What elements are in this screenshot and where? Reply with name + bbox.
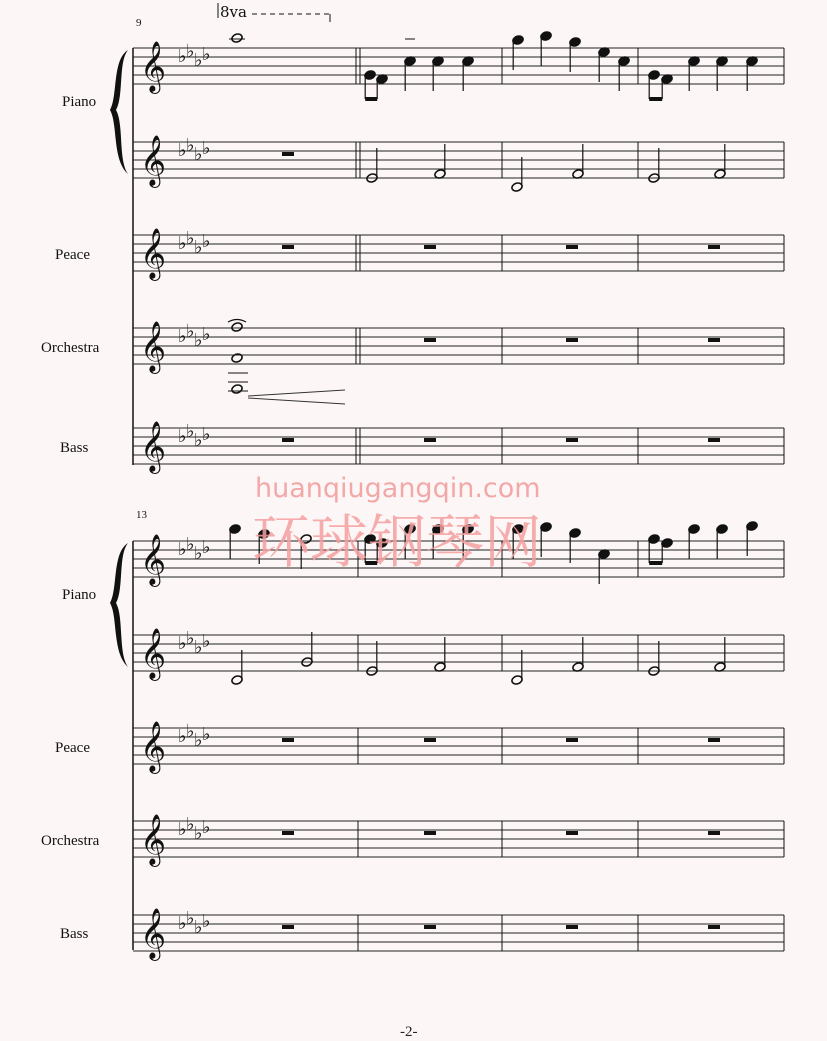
- staff-label-bass: Bass: [60, 440, 89, 456]
- piano-brace: [110, 543, 128, 667]
- whole-rest: [282, 152, 294, 156]
- flat-icon: ♭: [186, 421, 195, 442]
- whole-rest: [424, 738, 436, 742]
- flat-icon: ♭: [194, 50, 203, 71]
- staff: [133, 721, 784, 774]
- staff-label-peace: Peace: [55, 247, 90, 263]
- flat-icon: ♭: [202, 817, 211, 838]
- whole-rest: [708, 438, 720, 442]
- whole-rest: [566, 925, 578, 929]
- whole-rest: [424, 438, 436, 442]
- whole-rest: [566, 831, 578, 835]
- flat-icon: ♭: [186, 321, 195, 342]
- staff: [133, 228, 784, 281]
- staff-label-orchestra: Orchestra: [41, 340, 100, 356]
- flat-icon: ♭: [178, 46, 187, 67]
- ottava-label: 8va: [220, 3, 247, 21]
- flat-icon: ♭: [178, 233, 187, 254]
- staff-label-peace: Peace: [55, 740, 90, 756]
- flat-icon: ♭: [178, 633, 187, 654]
- flat-icon: ♭: [178, 819, 187, 840]
- flat-icon: ♭: [178, 326, 187, 347]
- staff-label-piano: Piano: [62, 587, 97, 603]
- flat-icon: ♭: [194, 543, 203, 564]
- flat-icon: ♭: [186, 534, 195, 555]
- flat-icon: ♭: [194, 917, 203, 938]
- treble-clef-icon: 𝄞: [140, 135, 167, 186]
- flat-icon: ♭: [202, 424, 211, 445]
- measure-number: 13: [136, 509, 147, 521]
- flat-icon: ♭: [202, 724, 211, 745]
- flat-icon: ♭: [186, 228, 195, 249]
- whole-rest: [424, 245, 436, 249]
- watermark-chinese: 环球钢琴网: [252, 508, 543, 576]
- flat-icon: ♭: [202, 324, 211, 345]
- flat-icon: ♭: [186, 41, 195, 62]
- whole-rest: [566, 738, 578, 742]
- flat-icon: ♭: [202, 231, 211, 252]
- flat-icon: ♭: [178, 426, 187, 447]
- flat-icon: ♭: [194, 330, 203, 351]
- staff-label-orchestra: Orchestra: [41, 833, 100, 849]
- whole-rest: [282, 925, 294, 929]
- measure-number: 9: [136, 17, 142, 29]
- treble-clef-icon: 𝄞: [140, 321, 167, 372]
- treble-clef-icon: 𝄞: [140, 908, 167, 959]
- flat-icon: ♭: [202, 911, 211, 932]
- system-1: [41, 3, 784, 474]
- notehead: [231, 33, 243, 44]
- whole-rest: [424, 831, 436, 835]
- whole-rest: [708, 738, 720, 742]
- flat-icon: ♭: [202, 631, 211, 652]
- staff: [133, 135, 784, 188]
- whole-rest: [282, 245, 294, 249]
- whole-rest: [424, 338, 436, 342]
- flat-icon: ♭: [178, 539, 187, 560]
- staff: [133, 421, 784, 474]
- whole-rest: [424, 925, 436, 929]
- treble-clef-icon: 𝄞: [140, 721, 167, 772]
- notehead: [231, 353, 243, 364]
- piano-brace: [110, 50, 128, 174]
- treble-clef-icon: 𝄞: [140, 534, 167, 585]
- crescendo-hairpin: [248, 390, 345, 396]
- ottava-marking: [218, 3, 330, 22]
- staff: [133, 41, 784, 94]
- treble-clef-icon: 𝄞: [140, 421, 167, 472]
- tie: [228, 320, 246, 323]
- staff: [133, 908, 784, 961]
- watermark: [252, 473, 542, 576]
- treble-clef-icon: 𝄞: [140, 814, 167, 865]
- whole-rest: [708, 245, 720, 249]
- staff: [133, 628, 784, 681]
- flat-icon: ♭: [186, 721, 195, 742]
- whole-rest: [708, 338, 720, 342]
- notehead: [231, 322, 243, 333]
- flat-icon: ♭: [178, 726, 187, 747]
- staff: [133, 321, 784, 374]
- watermark-url: huanqiugangqin.com: [255, 473, 541, 504]
- flat-icon: ♭: [186, 814, 195, 835]
- flat-icon: ♭: [194, 237, 203, 258]
- flat-icon: ♭: [178, 140, 187, 161]
- whole-rest: [282, 738, 294, 742]
- flat-icon: ♭: [194, 823, 203, 844]
- flat-icon: ♭: [194, 730, 203, 751]
- flat-icon: ♭: [202, 138, 211, 159]
- flat-icon: ♭: [186, 908, 195, 929]
- whole-rest: [282, 438, 294, 442]
- flat-icon: ♭: [202, 537, 211, 558]
- staff: [133, 814, 784, 867]
- whole-rest: [566, 245, 578, 249]
- crescendo-hairpin: [248, 398, 345, 404]
- treble-clef-icon: 𝄞: [140, 41, 167, 92]
- system-2: [41, 509, 784, 961]
- whole-rest: [566, 438, 578, 442]
- whole-rest: [282, 831, 294, 835]
- whole-rest: [566, 338, 578, 342]
- notehead: [231, 384, 243, 395]
- page-number: -2-: [400, 1024, 418, 1040]
- whole-rest: [708, 831, 720, 835]
- flat-icon: ♭: [178, 913, 187, 934]
- treble-clef-icon: 𝄞: [140, 228, 167, 279]
- flat-icon: ♭: [202, 44, 211, 65]
- whole-rest: [708, 925, 720, 929]
- treble-clef-icon: 𝄞: [140, 628, 167, 679]
- flat-icon: ♭: [194, 144, 203, 165]
- flat-icon: ♭: [194, 430, 203, 451]
- flat-icon: ♭: [186, 628, 195, 649]
- flat-icon: ♭: [186, 135, 195, 156]
- staff-label-bass: Bass: [60, 926, 89, 942]
- staff-label-piano: Piano: [62, 94, 97, 110]
- flat-icon: ♭: [194, 637, 203, 658]
